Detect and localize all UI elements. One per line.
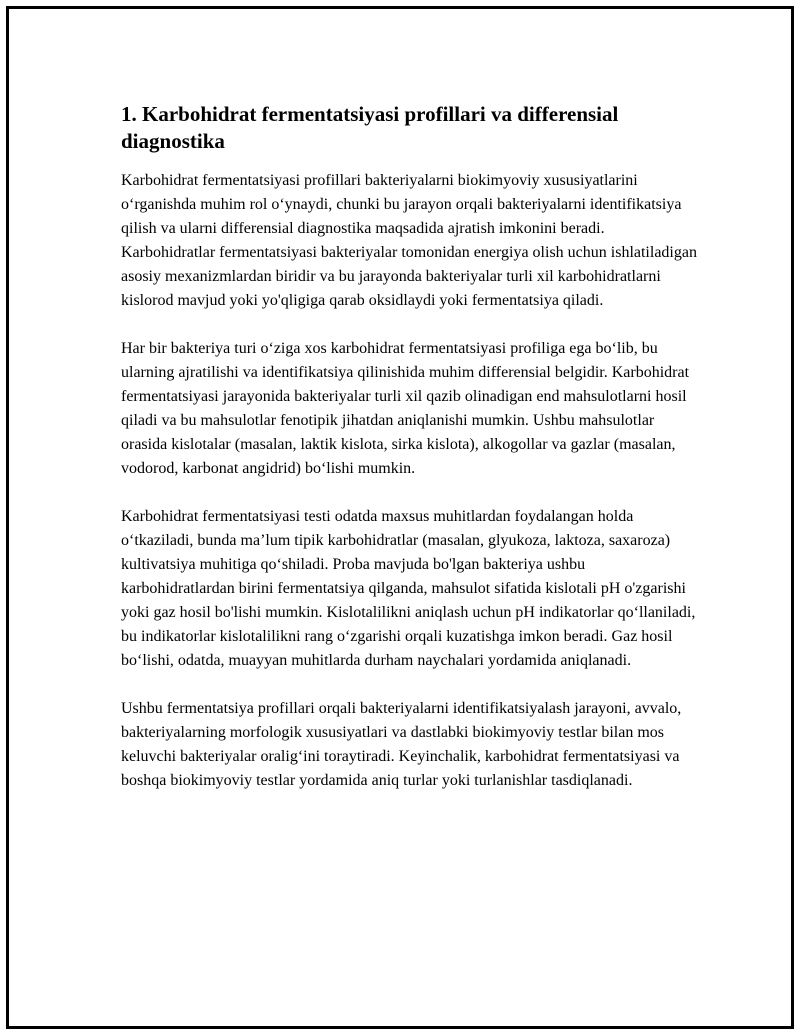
page-frame — [6, 6, 794, 1029]
paragraph-3: Karbohidrat fermentatsiyasi testi odatda maxsus muhitlardan foydalangan holda o‘tkaziladi, bunda ma’lum tipik karbohidratlar (masalan, glyukoza, laktoza, saxaroza) kultivatsiya muhitiga qo‘shiladi. Proba mavjuda bo'lgan bakteriya ushbu karbohidratlardan birini fermentatsiya qilganda, mahsulot sifatida kislotali pH o'zgarishi yoki gaz hosil bo'lishi mumkin. Kislotalilikni aniqlash uchun pH indikatorlar qo‘llaniladi, bu indikatorlar kislotalilikni rang o‘zgarishi orqali kuzatishga imkon beradi. Gaz hosil bo‘lishi, odatda, muayyan muhitlarda durham naychalari yordamida aniqlanadi. — [121, 508, 696, 669]
paragraph-1: Karbohidrat fermentatsiyasi profillari bakteriyalarni biokimyoviy xususiyatlarini o‘rganishda muhim rol o‘ynaydi, chunki bu jarayon orqali bakteriyalarni identifikatsiya qilish va ularni differensial diagnostika maqsadida ajratish imkonini beradi. Karbohidratlar fermentatsiyasi bakteriyalar tomonidan energiya olish uchun ishlatiladigan asosiy mexanizmlardan biridir va bu jarayonda bakteriyalar turli xil karbohidratlarni kislorod mavjud yoki yo'qligiga qarab oksidlaydi yoki fermentatsiya qiladi. — [121, 172, 697, 309]
paragraph-2: Har bir bakteriya turi o‘ziga xos karbohidrat fermentatsiyasi profiliga ega bo‘lib, bu ularning ajratilishi va identifikatsiya qilinishida muhim differensial belgidir. Karbohidrat fermentatsiyasi jarayonida bakteriyalar turli xil qazib olinadigan end mahsulotlarni hosil qiladi va bu mahsulotlar fenotipik jihatdan aniqlanishi mumkin. Ushbu mahsulotlar orasida kislotalar (masalan, laktik kislota, sirka kislota), alkogollar va gazlar (masalan, vodorod, karbonat angidrid) bo‘lishi mumkin. — [121, 340, 690, 477]
section-title: 1. Karbohidrat fermentatsiyasi profillari va differensial diagnostika — [121, 102, 619, 153]
paragraph-4: Ushbu fermentatsiya profillari orqali bakteriyalarni identifikatsiyalash jarayoni, avvalo, bakteriyalarning morfologik xususiyatlari va dastlabki biokimyoviy testlar bilan mos keluvchi bakteriyalar oralig‘ini toraytiradi. Keyinchalik, karbohidrat fermentatsiyasi va boshqa biokimyoviy testlar yordamida aniq turlar yoki turlanishlar tasdiqlanadi. — [121, 700, 682, 789]
document-content — [121, 101, 701, 817]
